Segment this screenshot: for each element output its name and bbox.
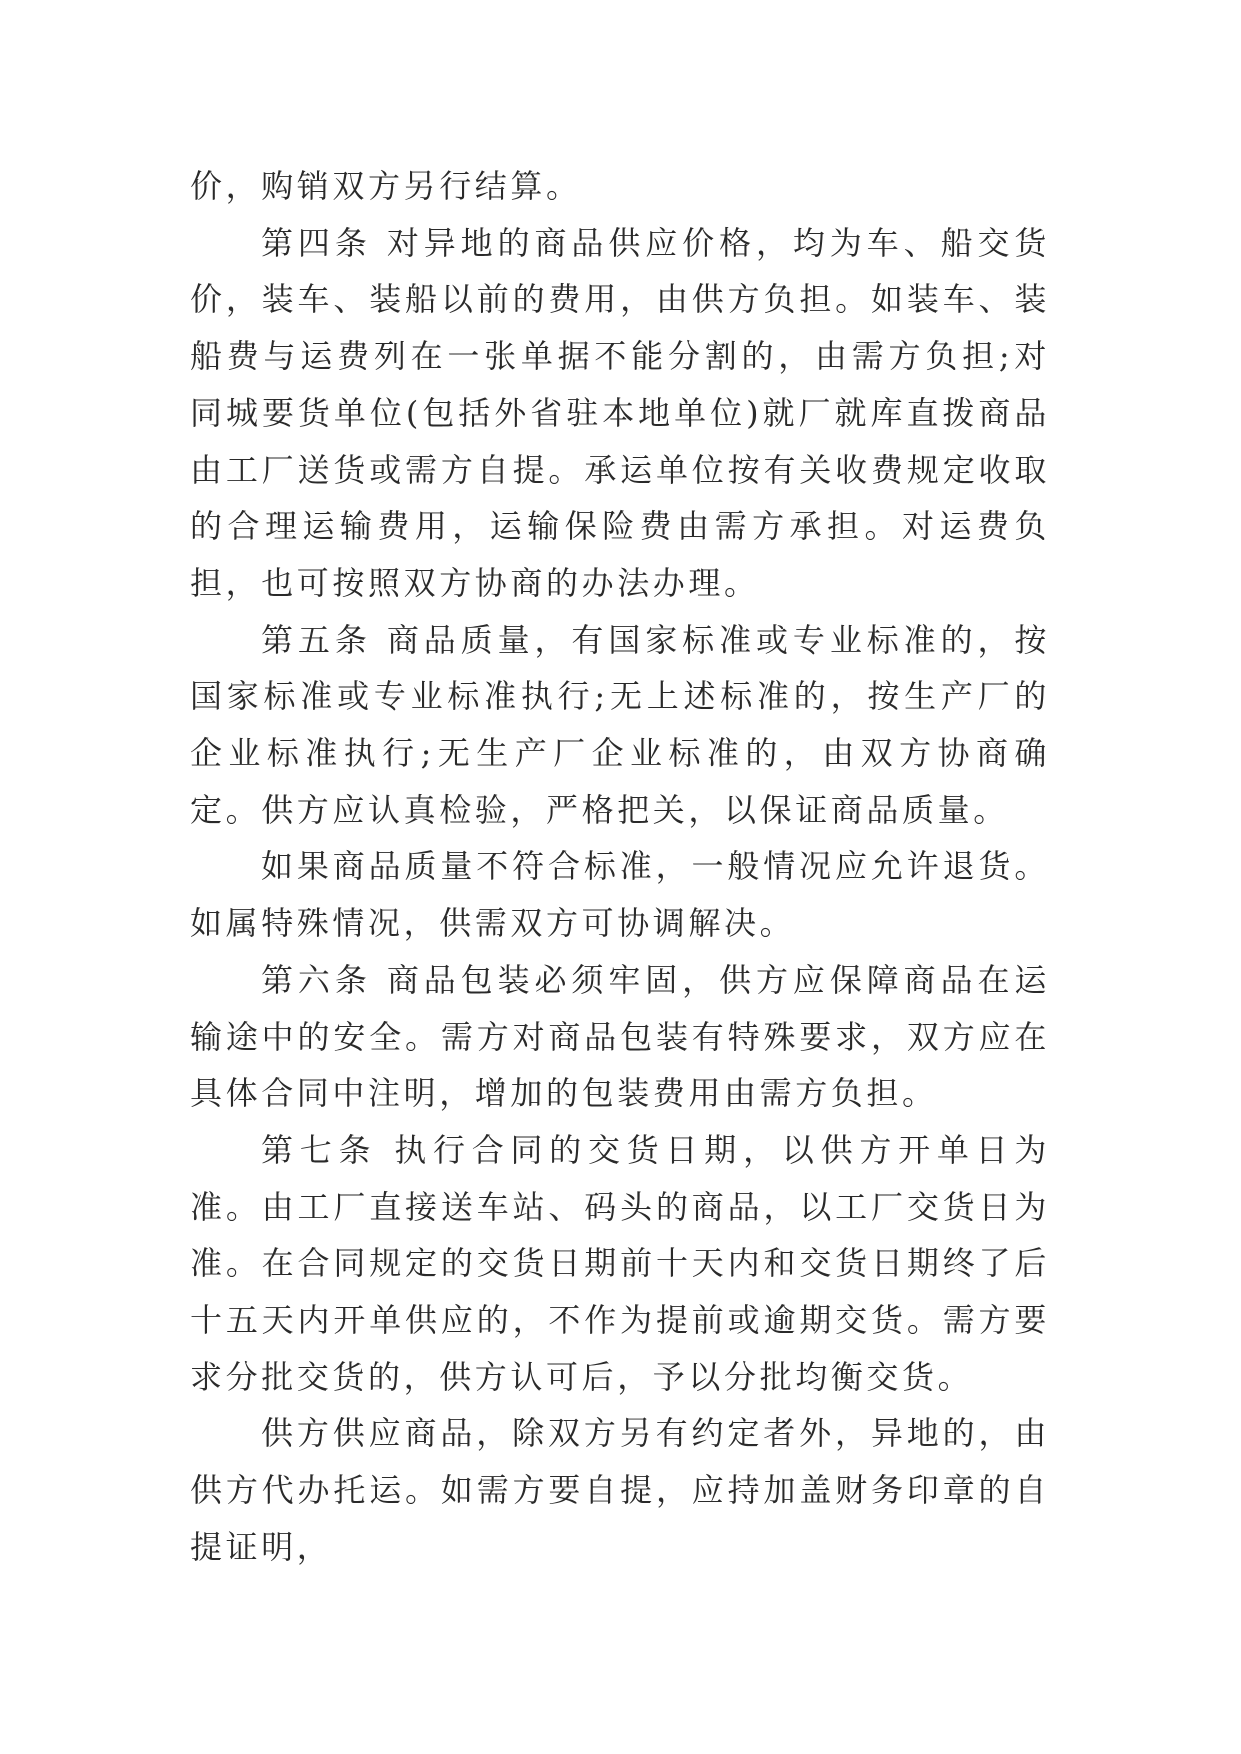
document-body <box>190 158 1050 1576</box>
paragraph-article-5: 第五条 商品质量，有国家标准或专业标准的，按国家标准或专业标准执行;无上述标准的，按生产厂的企业标准执行;无生产厂企业标准的，由双方协商确定。供方应认真检验，严格把关，以保证商品质量。 <box>190 620 1050 829</box>
paragraph-article-7: 第七条 执行合同的交货日期，以供方开单日为准。由工厂直接送车站、码头的商品，以工厂交货日为准。在合同规定的交货日期前十天内和交货日期终了后十五天内开单供应的，不作为提前或逾期交货。需方要求分批交货的，供方认可后，予以分批均衡交货。 <box>190 1130 1050 1396</box>
paragraph-shipping: 供方供应商品，除双方另有约定者外，异地的，由供方代办托运。如需方要自提，应持加盖财务印章的自提证明， <box>190 1414 1050 1566</box>
paragraph-article-6: 第六条 商品包装必须牢固，供方应保障商品在运输途中的安全。需方对商品包装有特殊要求，双方应在具体合同中注明，增加的包装费用由需方负担。 <box>190 960 1050 1113</box>
paragraph-quality-return: 如果商品质量不符合标准，一般情况应允许退货。如属特殊情况，供需双方可协调解决。 <box>190 847 1050 943</box>
paragraph-price-settlement: 价，购销双方另行结算。 <box>190 167 582 205</box>
paragraph-article-4: 第四条 对异地的商品供应价格，均为车、船交货价，装车、装船以前的费用，由供方负担。如装车、装船费与运费列在一张单据不能分割的，由需方负担;对同城要货单位(包括外省驻本地单位)就厂就库直拨商品由工厂送货或需方自提。承运单位按有关收费规定收取的合理运输费用，运输保险费由需方承担。对运费负担，也可按照双方协商的办法办理。 <box>190 223 1050 602</box>
